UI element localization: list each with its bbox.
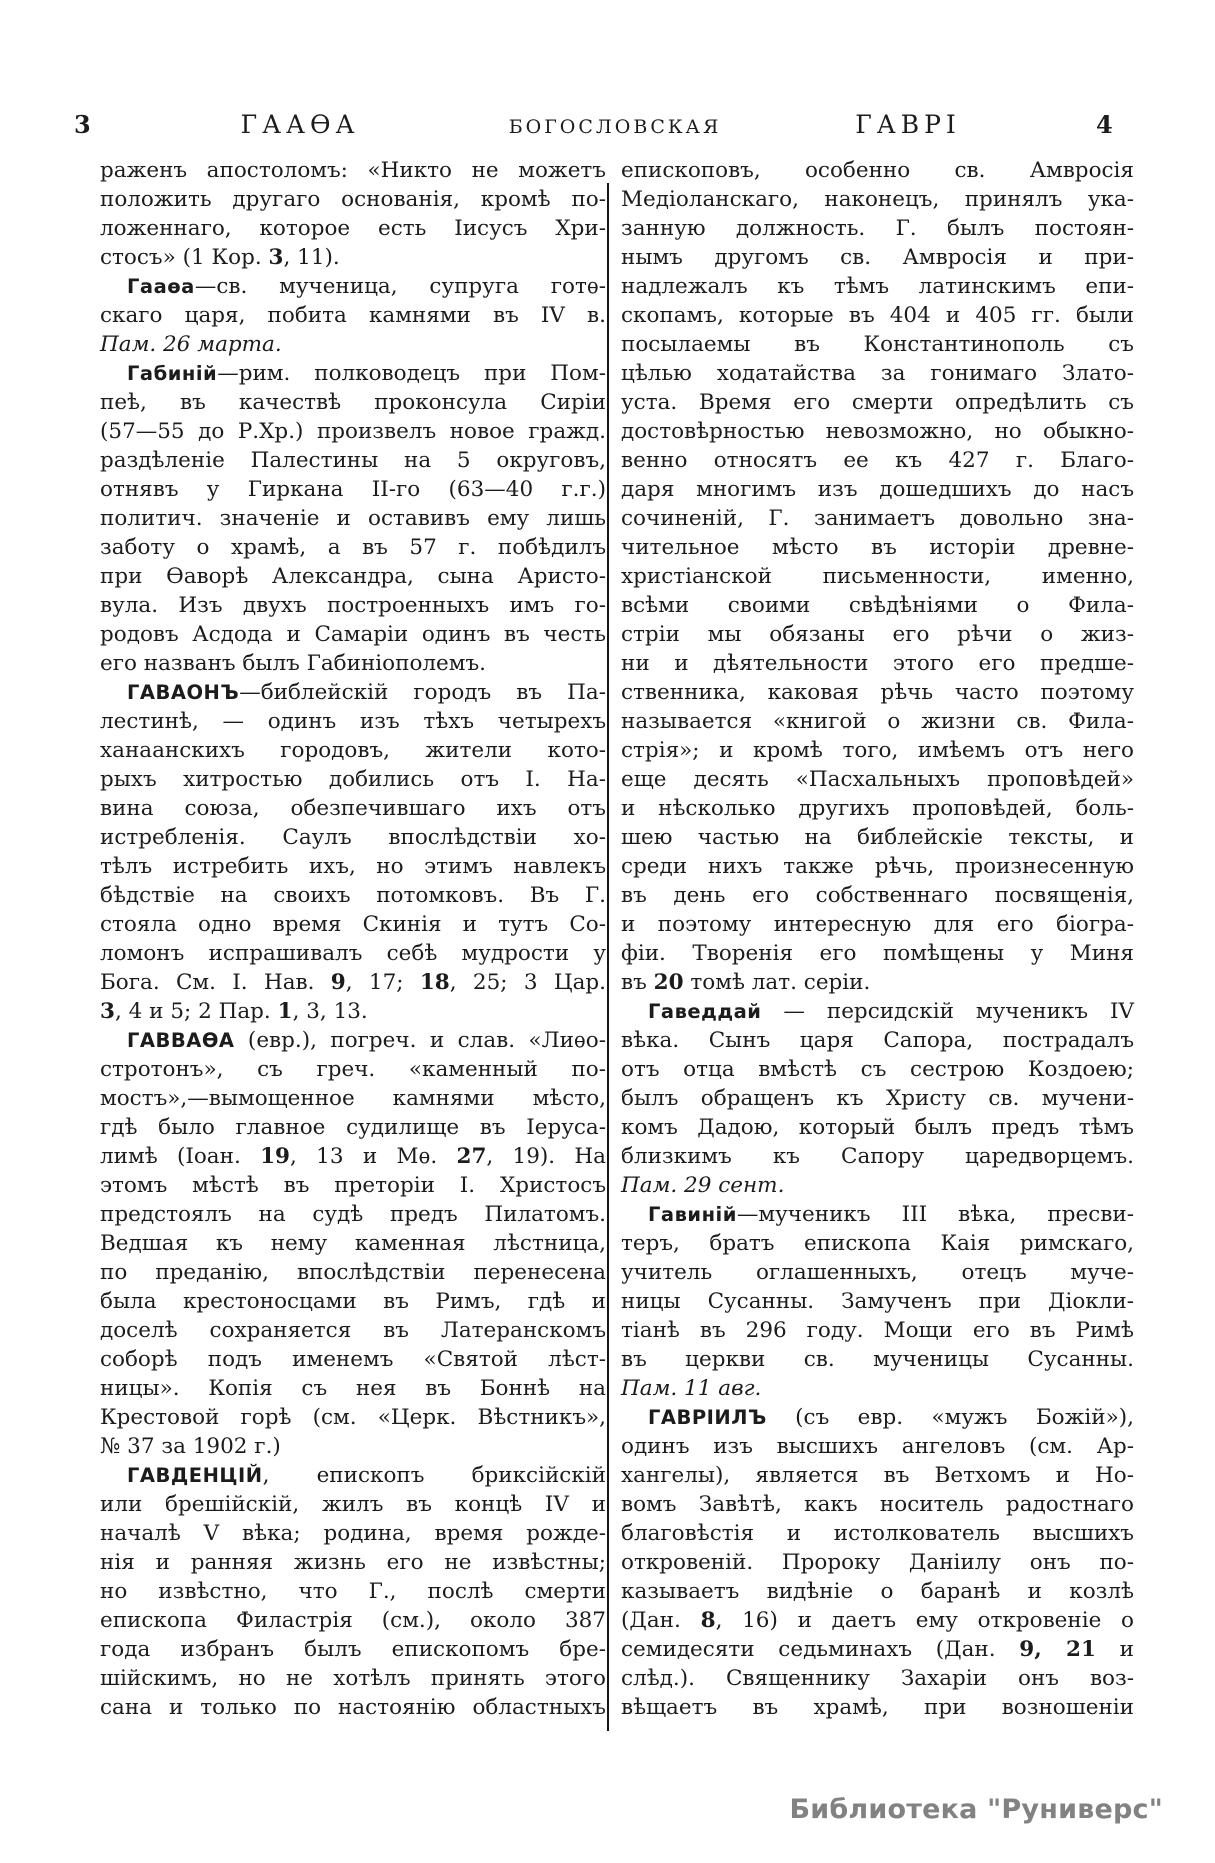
text-line [621, 388, 1134, 417]
text-line [100, 823, 606, 852]
text-line [621, 678, 1134, 707]
text-line [621, 852, 1134, 881]
text-line [621, 272, 1134, 301]
text-line [621, 591, 1134, 620]
text-segment: мостъ»,—вымощенное камнями мѣсто, [100, 1086, 606, 1111]
text-line [100, 997, 606, 1026]
text-line [621, 1316, 1134, 1345]
text-segment: былъ обращенъ къ Христу св. мучени- [621, 1086, 1134, 1111]
text-segment: шею частью на библейскіе тексты, и [621, 825, 1134, 850]
entry-headword: ГАВРІИЛЪ [648, 1406, 767, 1429]
text-segment: сана и только по настоянію областныхъ [100, 1695, 606, 1720]
text-line [621, 707, 1134, 736]
text-line [100, 1055, 606, 1084]
text-line [100, 446, 606, 475]
text-line [100, 1287, 606, 1316]
text-segment: , епископъ бриксійскій [262, 1463, 606, 1488]
text-segment: была крестоносцами въ Римъ, гдѣ и [100, 1289, 606, 1314]
text-line [100, 1345, 606, 1374]
text-line [621, 156, 1134, 185]
text-segment: положить другаго основанія, кромѣ по- [100, 187, 606, 212]
text-segment: Медіоланскаго, наконецъ, принялъ ука- [621, 187, 1134, 212]
text-segment: называется «книгой о жизни св. Фила- [621, 709, 1134, 734]
text-line [621, 504, 1134, 533]
text-segment: учитель оглашенныхъ, отецъ муче- [621, 1260, 1134, 1285]
entry-headword: Гааѳа [127, 275, 195, 298]
text-segment: , 19). На [486, 1144, 606, 1169]
text-segment: христіанской письменности, именно, [621, 564, 1134, 589]
text-segment: по преданію, впослѣдствіи перенесена [100, 1260, 606, 1285]
text-segment: 1 [277, 999, 293, 1024]
text-segment: и поэтому интересную для его біогра- [621, 912, 1134, 937]
text-segment: 19 [260, 1144, 291, 1169]
text-segment: занную должность. Г. былъ постоян- [621, 216, 1134, 241]
text-line [100, 881, 606, 910]
text-line [621, 243, 1134, 272]
text-segment: политич. значеніе и оставивъ ему лишь [100, 506, 606, 531]
text-segment: теръ, братъ епископа Каія римскаго, [621, 1231, 1134, 1256]
text-line [100, 1229, 606, 1258]
text-line [100, 678, 606, 707]
text-line [621, 881, 1134, 910]
text-line [100, 765, 606, 794]
text-line [100, 243, 606, 272]
text-segment: Ведшая къ нему каменная лѣстница, [100, 1231, 606, 1256]
text-segment: отъ отца вмѣстѣ съ сестрою Коздоею; [621, 1057, 1134, 1082]
text-segment: ни и дѣятельности этого его предше- [621, 651, 1134, 676]
text-line [100, 1316, 606, 1345]
text-segment: , 25; 3 Цар. [449, 970, 606, 995]
text-segment: венно относятъ ее къ 427 г. Благо- [621, 448, 1134, 473]
text-segment: стротонъ», съ греч. «каменный по- [100, 1057, 606, 1082]
text-line [621, 1200, 1134, 1229]
text-line [621, 1693, 1134, 1722]
text-segment: —св. мученица, супруга готѳ- [194, 274, 606, 299]
text-line [100, 620, 606, 649]
text-segment: скопамъ, которые въ 404 и 405 гг. были [621, 303, 1134, 328]
text-segment: истребленія. Саулъ впослѣдствіи хо- [100, 825, 606, 850]
text-segment: , 17; [345, 970, 420, 995]
text-segment: Пам. 11 авг. [621, 1376, 762, 1401]
text-line [621, 1519, 1134, 1548]
text-segment: сочиненій, Г. занимаетъ довольно зна- [621, 506, 1134, 531]
text-segment: цѣлью ходатайства за гонимаго Злато- [621, 361, 1134, 386]
text-segment: Пам. 26 марта. [100, 332, 282, 357]
text-line [621, 1606, 1134, 1635]
text-line [100, 1490, 606, 1519]
text-line [621, 1258, 1134, 1287]
text-segment: ницы Сусанны. Замученъ при Діокли- [621, 1289, 1134, 1314]
text-line [621, 446, 1134, 475]
text-segment: слѣд.). Священнику Захаріи онъ воз- [621, 1666, 1134, 1691]
text-segment: (Дан. [621, 1608, 701, 1633]
text-segment: гдѣ было главное судилище въ Іеруса- [100, 1115, 606, 1140]
text-segment: 9, 21 [1019, 1637, 1096, 1662]
text-segment: при Ѳаворѣ Александра, сына Аристо- [100, 564, 606, 589]
text-column-left [100, 156, 606, 1722]
text-line [621, 475, 1134, 504]
text-line [100, 359, 606, 388]
text-segment: 3 [100, 999, 115, 1024]
text-segment: началѣ V вѣка; родина, время рожде- [100, 1521, 606, 1546]
text-segment: Крестовой горѣ (см. «Церк. Вѣстникъ», [100, 1405, 606, 1430]
text-line [100, 417, 606, 446]
text-line [100, 736, 606, 765]
text-segment: пеѣ, въ качествѣ проконсула Сиріи [100, 390, 606, 415]
entry-headword: Гаведдай [648, 1000, 762, 1023]
text-segment: епископа Филастрія (см.), около 387 [100, 1608, 606, 1633]
text-line [100, 504, 606, 533]
text-segment: —библейскій городъ въ Па- [239, 680, 606, 705]
column-number-left: 3 [74, 110, 91, 139]
text-line [621, 214, 1134, 243]
text-line [621, 1142, 1134, 1171]
text-segment: вѣщаетъ въ храмѣ, при возношеніи [621, 1695, 1134, 1720]
text-segment: надлежалъ къ тѣмъ латинскимъ епи- [621, 274, 1134, 299]
text-line [100, 533, 606, 562]
text-segment: вула. Изъ двухъ построенныхъ имъ го- [100, 593, 606, 618]
text-segment: (евр.), погреч. и слав. «Лиѳо- [234, 1028, 606, 1053]
text-segment: раженъ апостоломъ: «Никто не можетъ [100, 158, 606, 183]
text-segment: 9 [330, 970, 346, 995]
text-segment: отнявъ у Гиркана ІІ-го (63—40 г.г.) [100, 477, 606, 502]
text-line [100, 1403, 606, 1432]
text-segment: ломонъ испрашивалъ себѣ мудрости у [100, 941, 606, 966]
text-segment: , 11). [283, 245, 340, 270]
text-segment: откровеній. Пророку Даніилу онъ по- [621, 1550, 1134, 1575]
text-segment: 18 [419, 970, 450, 995]
text-line [100, 1664, 606, 1693]
text-segment: , 13 и Мѳ. [290, 1144, 457, 1169]
text-line [621, 533, 1134, 562]
text-line [100, 1171, 606, 1200]
text-line [621, 1577, 1134, 1606]
column-divider-rule [607, 183, 609, 1731]
text-line [621, 1084, 1134, 1113]
text-line [621, 1548, 1134, 1577]
running-title-left: ГААѲА [240, 110, 360, 139]
text-segment: и нѣсколько другихъ проповѣдей, боль- [621, 796, 1134, 821]
text-line [100, 185, 606, 214]
text-segment: одинъ изъ высшихъ ангеловъ (см. Ар- [621, 1434, 1134, 1459]
text-segment: года избранъ былъ епископомъ бре- [100, 1637, 606, 1662]
text-line [621, 1229, 1134, 1258]
text-segment: 27 [456, 1144, 487, 1169]
text-segment: лестинѣ, — одинъ изъ тѣхъ четырехъ [100, 709, 606, 734]
text-segment: хангелы), является въ Ветхомъ и Но- [621, 1463, 1134, 1488]
text-line [100, 1693, 606, 1722]
text-line [621, 185, 1134, 214]
text-segment: соборѣ подъ именемъ «Святой лѣст- [100, 1347, 606, 1372]
text-line [100, 214, 606, 243]
text-segment: лимѣ (Іоан. [100, 1144, 261, 1169]
text-line [100, 156, 606, 185]
text-segment: —мученикъ III вѣка, пресви- [736, 1202, 1134, 1227]
text-line [621, 1664, 1134, 1693]
text-line [100, 968, 606, 997]
text-line [621, 1374, 1134, 1403]
text-line [621, 736, 1134, 765]
text-line [100, 591, 606, 620]
text-line [621, 1490, 1134, 1519]
entry-headword: Гавиній [648, 1203, 737, 1226]
entry-headword: ГАВВАѲА [127, 1029, 235, 1052]
text-segment: въ день его собственнаго посвященія, [621, 883, 1134, 908]
text-segment: заботу о храмѣ, а въ 57 г. побѣдилъ [100, 535, 606, 560]
text-line [100, 562, 606, 591]
entry-headword: ГАВАОНЪ [127, 681, 240, 704]
text-segment: всѣми своими свѣдѣніями о Фила- [621, 593, 1134, 618]
text-segment: но извѣстно, что Г., послѣ смерти [100, 1579, 606, 1604]
text-segment: ственника, каковая рѣчь часто поэтому [621, 680, 1134, 705]
text-segment: тіанѣ въ 296 году. Мощи его въ Римѣ [621, 1318, 1134, 1343]
text-line [100, 1577, 606, 1606]
text-line [100, 330, 606, 359]
text-segment: рыхъ хитростью добились отъ І. На- [100, 767, 606, 792]
text-segment: благовѣстія и истолкователь высшихъ [621, 1521, 1134, 1546]
text-line [100, 1432, 606, 1461]
text-segment: въ [621, 970, 654, 995]
text-line [621, 910, 1134, 939]
text-segment: вомъ Завѣтѣ, какъ носитель радостнаго [621, 1492, 1134, 1517]
text-segment: тѣлъ истребить ихъ, но этимъ навлекъ [100, 854, 606, 879]
text-segment: доселѣ сохраняется въ Латеранскомъ [100, 1318, 606, 1343]
text-line [621, 649, 1134, 678]
text-segment: близкимъ къ Сапору царедворцемъ. [621, 1144, 1134, 1169]
text-line [100, 939, 606, 968]
running-title-center: БОГОСЛОВСКАЯ [508, 116, 722, 138]
text-segment: родовъ Асдода и Самаріи одинъ въ честь [100, 622, 606, 647]
text-segment: стосъ» (1 Кор. [100, 245, 269, 270]
text-segment: казываетъ видѣніе о баранѣ и козлѣ [621, 1579, 1134, 1604]
text-line [621, 1635, 1134, 1664]
text-segment: вѣка. Сынъ царя Сапора, пострадалъ [621, 1028, 1134, 1053]
text-line [100, 1519, 606, 1548]
text-segment: ложеннаго, которое есть Іисусъ Хри- [100, 216, 606, 241]
text-segment: или брешійскій, жилъ въ концѣ IV и [100, 1492, 606, 1517]
text-line [100, 1200, 606, 1229]
text-segment: въ церкви св. мученицы Сусанны. [621, 1347, 1134, 1372]
text-line [621, 1461, 1134, 1490]
text-segment: нія и ранняя жизнь его не извѣстны; [100, 1550, 606, 1575]
text-segment: , 3, 13. [292, 999, 368, 1024]
text-line [100, 1374, 606, 1403]
text-line [621, 562, 1134, 591]
text-line [100, 794, 606, 823]
text-line [621, 1403, 1134, 1432]
text-segment: стояла одно время Скинія и тутъ Со- [100, 912, 606, 937]
text-segment: томѣ лат. серіи. [683, 970, 871, 995]
text-line [621, 1113, 1134, 1142]
text-segment: вина союза, обезпечившаго ихъ отъ [100, 796, 606, 821]
text-segment: бѣдствіе на своихъ потомковъ. Въ Г. [100, 883, 606, 908]
text-line [100, 852, 606, 881]
text-segment: нымъ другомъ св. Амвросія и при- [621, 245, 1134, 270]
text-segment: 8 [700, 1608, 716, 1633]
text-line [100, 475, 606, 504]
text-segment: этомъ мѣстѣ въ преторіи І. Христосъ [100, 1173, 606, 1198]
text-line [100, 1606, 606, 1635]
text-segment: даря многимъ изъ дошедшихъ до насъ [621, 477, 1134, 502]
text-segment: епископовъ, особенно св. Амвросія [621, 158, 1134, 183]
text-segment: (57—55 до Р.Хр.) произвелъ новое гражд. [100, 419, 606, 444]
column-number-right: 4 [1096, 110, 1113, 139]
text-line [621, 330, 1134, 359]
text-segment: , 16) и даетъ ему откровеніе о [715, 1608, 1134, 1633]
text-line [100, 1084, 606, 1113]
text-line [621, 997, 1134, 1026]
text-line [621, 417, 1134, 446]
text-line [100, 388, 606, 417]
text-line [621, 359, 1134, 388]
text-segment: среди нихъ также рѣчь, произнесенную [621, 854, 1134, 879]
text-line [621, 794, 1134, 823]
text-line [100, 707, 606, 736]
text-segment: фіи. Творенія его помѣщены у Миня [621, 941, 1134, 966]
text-line [621, 823, 1134, 852]
text-line [621, 301, 1134, 330]
text-segment: семидесяти седьминахъ (Дан. [621, 1637, 1020, 1662]
text-segment: уста. Время его смерти опредѣлить съ [621, 390, 1134, 415]
text-segment: (съ евр. «мужъ Божій»), [766, 1405, 1134, 1430]
text-segment: ханаанскихъ городовъ, жители кото- [100, 738, 606, 763]
text-segment: предстоялъ на судѣ предъ Пилатомъ. [100, 1202, 606, 1227]
text-line [100, 1142, 606, 1171]
text-segment: Пам. 29 сент. [621, 1173, 785, 1198]
text-column-right [621, 156, 1134, 1722]
text-line [621, 1171, 1134, 1200]
text-segment: 3 [268, 245, 284, 270]
text-line [100, 1461, 606, 1490]
text-line [621, 939, 1134, 968]
text-line [100, 910, 606, 939]
text-line [100, 301, 606, 330]
text-segment: стріи мы обязаны его рѣчи о жиз- [621, 622, 1134, 647]
text-line [100, 649, 606, 678]
entry-headword: ГАВДЕНЦІЙ [127, 1464, 263, 1487]
text-line [100, 1258, 606, 1287]
text-segment: его названъ былъ Габиніополемъ. [100, 651, 487, 676]
text-line [100, 1113, 606, 1142]
text-segment: чительное мѣсто въ исторіи древне- [621, 535, 1134, 560]
text-segment: — персидскій мученикъ IV [761, 999, 1134, 1024]
text-line [621, 765, 1134, 794]
text-line [621, 1055, 1134, 1084]
text-segment: раздѣленіе Палестины на 5 округовъ, [100, 448, 606, 473]
entry-headword: Габиній [127, 362, 218, 385]
text-line [100, 1635, 606, 1664]
text-segment: скаго царя, побита камнями въ IV в. [100, 303, 606, 328]
running-title-right: ГАВРІ [855, 110, 961, 139]
text-segment: достовѣрностью невозможно, но обыкно- [621, 419, 1134, 444]
text-segment: и [1095, 1637, 1134, 1662]
text-line [621, 620, 1134, 649]
text-line [621, 1345, 1134, 1374]
text-segment: стрія»; и кромѣ того, имѣемъ отъ него [621, 738, 1134, 763]
library-watermark: Библиотека "Руниверс" [789, 1794, 1163, 1825]
text-line [100, 1548, 606, 1577]
text-line [621, 1026, 1134, 1055]
text-segment: комъ Дадою, который былъ предъ тѣмъ [621, 1115, 1134, 1140]
text-segment: , 4 и 5; 2 Пар. [114, 999, 278, 1024]
text-line [621, 968, 1134, 997]
text-segment: № 37 за 1902 г.) [100, 1434, 281, 1459]
text-segment: 20 [653, 970, 684, 995]
text-segment: —рим. полководецъ при Пом- [217, 361, 606, 386]
text-line [100, 272, 606, 301]
text-line [621, 1432, 1134, 1461]
text-segment: ницы». Копія съ нея въ Боннѣ на [100, 1376, 606, 1401]
text-line [621, 1287, 1134, 1316]
text-segment: Бога. См. І. Нав. [100, 970, 331, 995]
text-segment: шійскимъ, но не хотѣлъ принять этого [100, 1666, 606, 1691]
text-line [100, 1026, 606, 1055]
text-segment: еще десять «Пасхальныхъ проповѣдей» [621, 767, 1134, 792]
text-segment: посылаемы въ Константинополь съ [621, 332, 1134, 357]
